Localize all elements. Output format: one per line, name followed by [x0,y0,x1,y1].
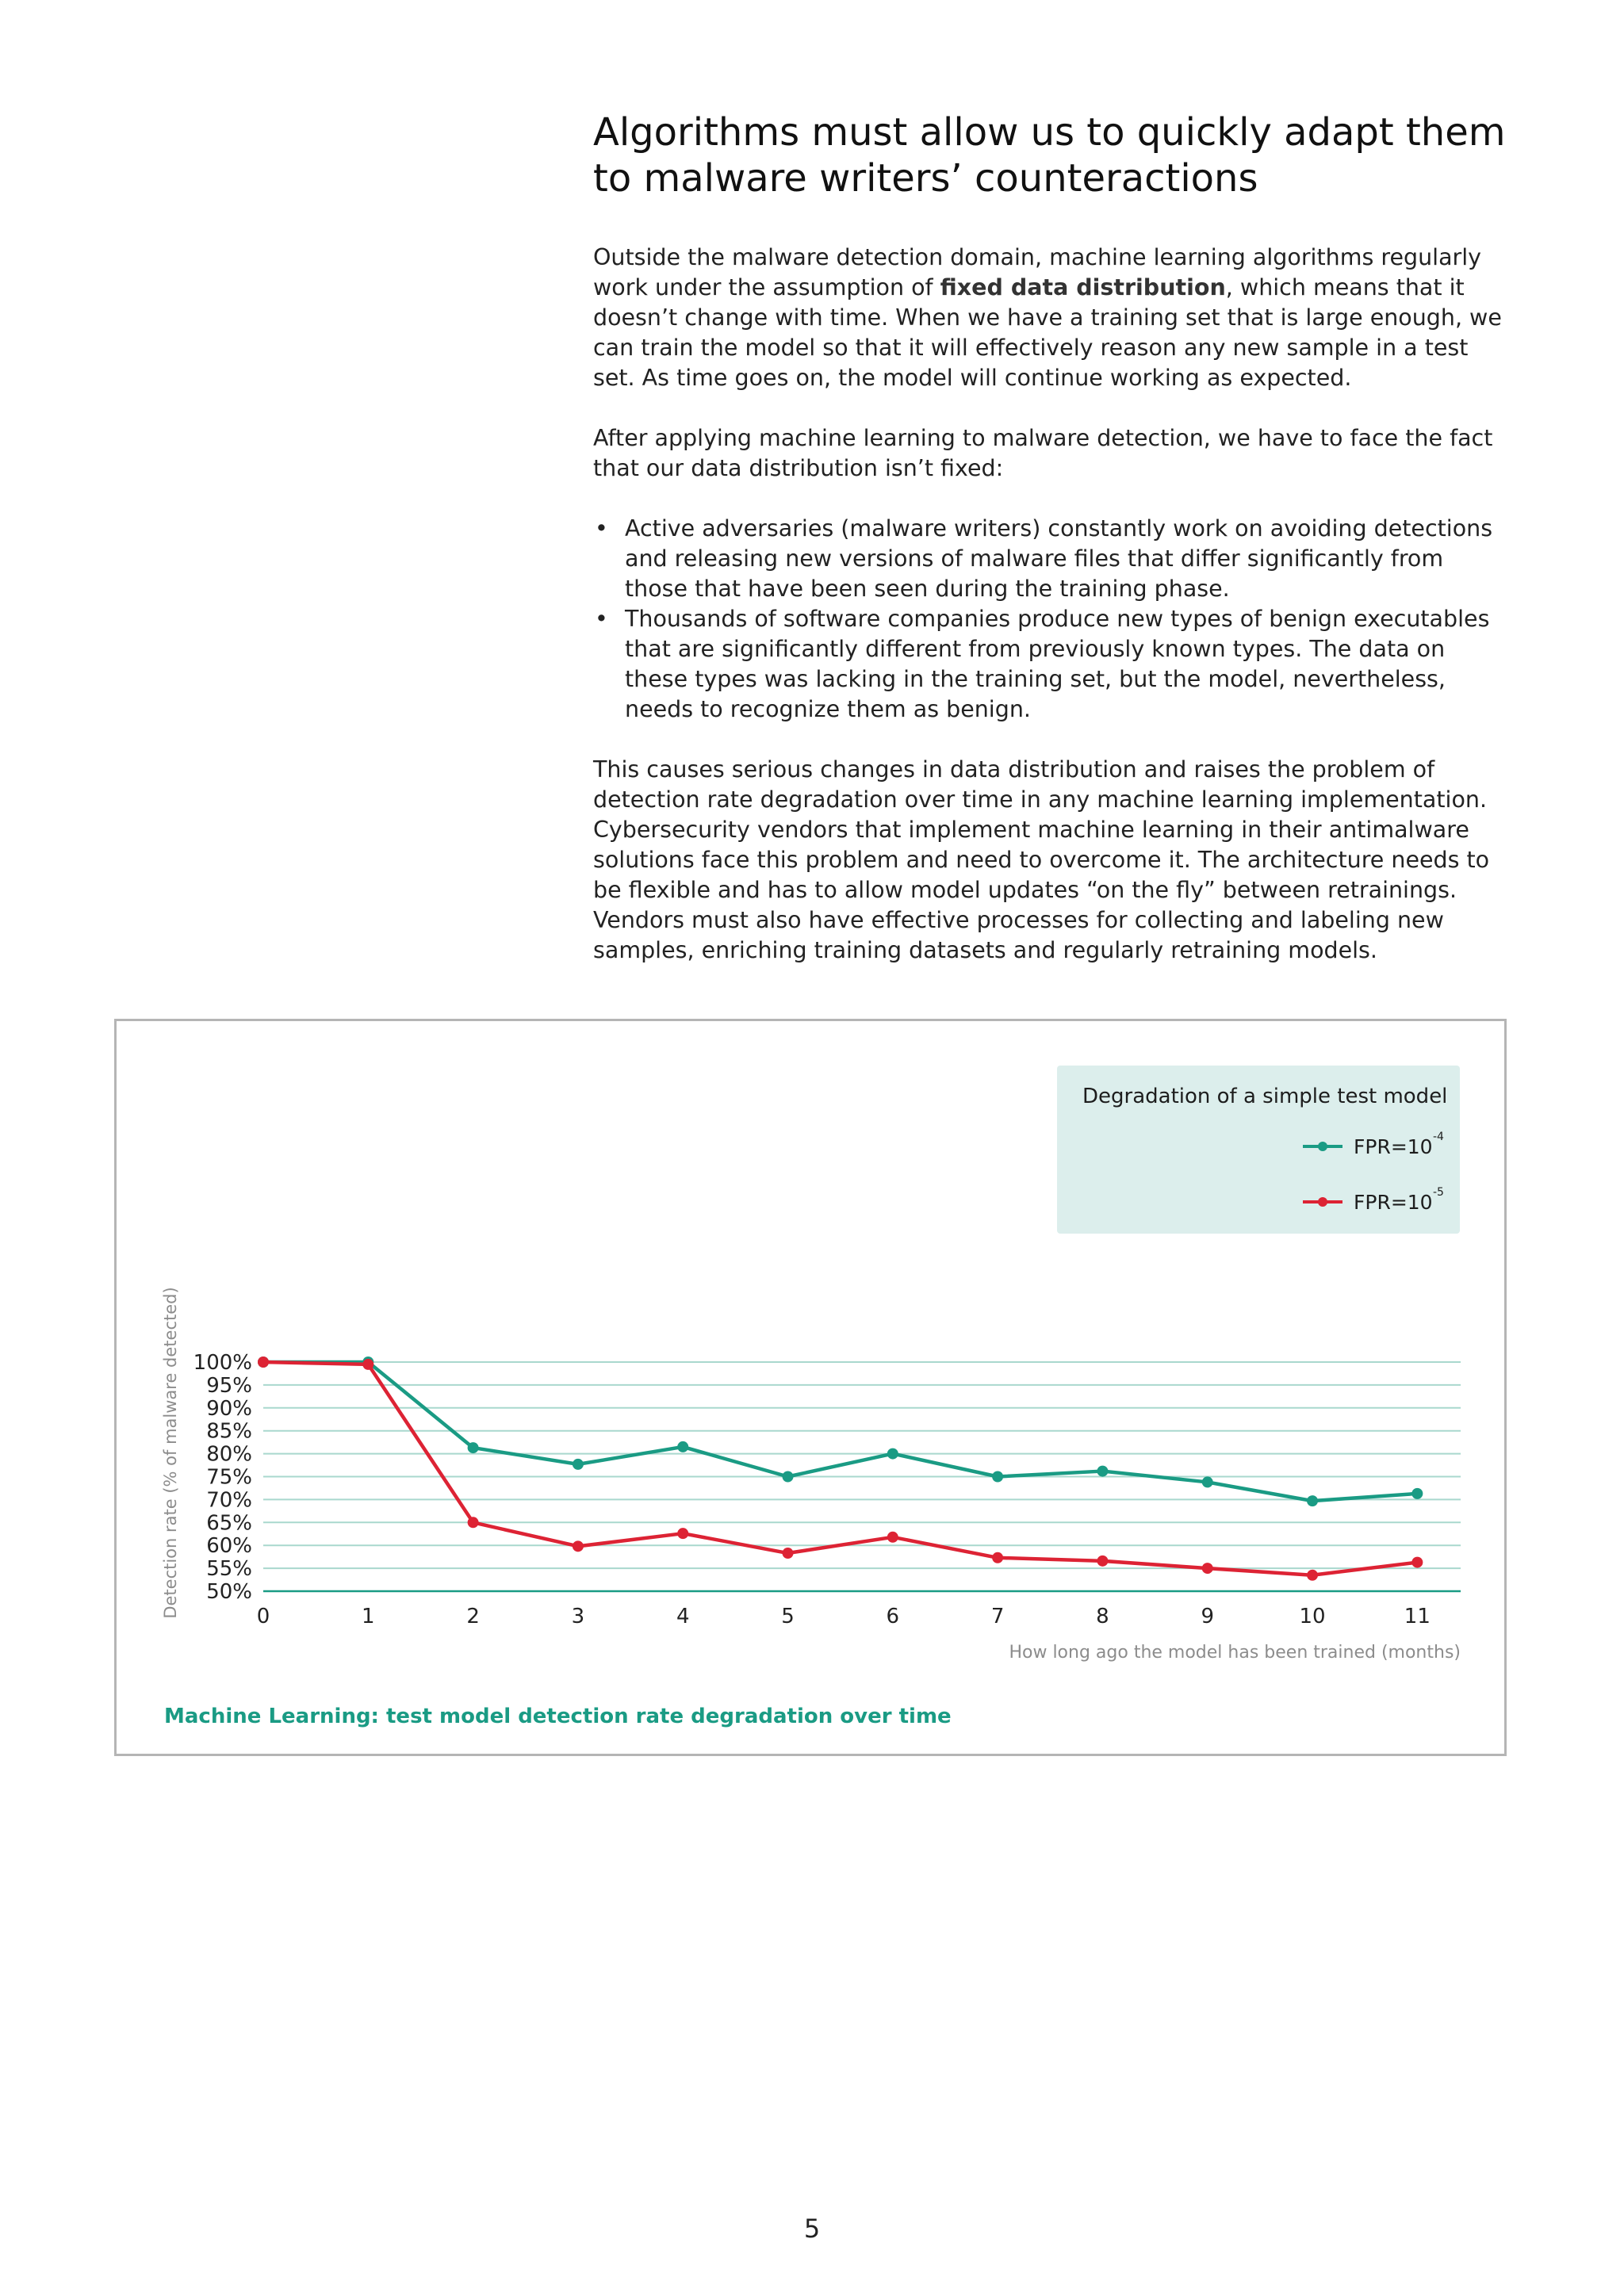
bullet-item-adversaries [593,514,1513,604]
bullet-dot: • [595,515,608,541]
x-tick-label: 2 [466,1605,480,1628]
y-tick-label: 95% [206,1373,252,1398]
legend-label: FPR=10 [1354,1135,1433,1158]
page-number: 5 [803,2214,821,2244]
data-point [573,1459,584,1470]
y-axis-label: Detection rate (% of malware detected) [161,1287,180,1619]
data-point [1411,1557,1423,1568]
data-point [677,1528,688,1539]
x-tick-label: 0 [256,1605,270,1628]
data-point [362,1359,373,1370]
data-point [887,1448,898,1460]
legend-swatch-point [1318,1142,1327,1151]
paragraph-degradation: This causes serious changes in data distribution and raises the problem of detection rate degradation over time in any machine learning implementation. Cybersecurity vendors that implement machine learning in their antimalware solutions face this problem and need to overcome it. The architecture needs to be flexible and has to allow model updates “on the fly” between retrainings. Vendors must also have effective processes for collecting and labeling new samples, enriching training datasets and regularly retraining models. [593,756,1490,963]
y-tick-label: 70% [206,1488,252,1513]
x-tick-label: 4 [676,1605,690,1628]
y-tick-label: 75% [206,1465,252,1490]
paragraph-1-start: Outside the malware detection domain, machine learning algorithms regularly work under the assumption of [593,244,1482,300]
x-tick-label: 10 [1299,1605,1326,1628]
data-point [1411,1488,1423,1499]
x-tick-label: 3 [571,1605,585,1628]
fixed-data-distribution-term: fixed data distribution [940,274,1226,300]
y-tick-label: 100% [193,1351,252,1375]
x-tick-label: 5 [781,1605,795,1628]
bullet-dot: • [595,606,608,632]
data-point [1307,1495,1318,1506]
data-point [468,1517,479,1528]
y-tick-label: 60% [206,1534,252,1559]
data-point [992,1552,1003,1563]
bullet-text: Active adversaries (malware writers) constantly work on avoiding detections and releasing new versions of malware files that differ significantly from those that have been seen during the training phase. [625,515,1493,602]
detection-rate-chart [117,1021,1504,1754]
x-tick-label: 8 [1096,1605,1109,1628]
data-point [468,1442,479,1453]
data-point [783,1548,794,1559]
x-tick-label: 7 [990,1605,1005,1628]
paragraph-not-fixed: After applying machine learning to malware detection, we have to face the fact that our data distribution isn’t fixed: [593,425,1493,481]
legend-label-exponent: -4 [1433,1131,1444,1143]
data-point [1097,1556,1108,1567]
bullet-item-benign-software [593,604,1513,725]
y-tick-label: 90% [206,1396,252,1421]
data-point [258,1357,269,1368]
legend-label: FPR=10 [1354,1191,1433,1214]
bullet-text: Thousands of software companies produce new types of benign executables that are significantly different from previously known types. The data on these types was lacking in the training set, but the model, nevertheless, needs to recognize them as benign. [625,606,1490,722]
data-point [783,1471,794,1483]
section-heading [593,109,1513,201]
x-axis-label: How long ago the model has been trained (months) [1009,1643,1461,1663]
x-tick-label: 9 [1201,1605,1215,1628]
data-point [887,1532,898,1543]
y-tick-label: 80% [206,1442,252,1467]
figure-caption: Machine Learning: test model detection rate degradation over time [164,1705,952,1728]
legend-title: Degradation of a simple test model [1082,1085,1448,1108]
y-tick-label: 55% [206,1557,252,1582]
x-tick-label: 6 [886,1605,900,1628]
heading-line-2: to malware writers’ counteractions [593,156,1258,201]
data-point [1307,1570,1318,1581]
data-point [1202,1563,1213,1574]
y-tick-label: 50% [206,1580,252,1604]
data-point [573,1540,584,1552]
x-tick-label: 11 [1404,1605,1431,1628]
series-line-2 [263,1362,1417,1575]
legend-swatch-point [1318,1197,1327,1207]
paragraph-fixed-distribution [593,243,1513,393]
data-point [992,1471,1003,1483]
paragraph-1-end: , which means that it doesn’t change with time. When we have a training set that is large enough, we can train the model so that it will effectively reason any new sample in a test set. As time goes on, the model will continue working as expected. [593,274,1502,391]
heading-line-1: Algorithms must allow us to quickly adapt them [593,110,1506,155]
data-point [1202,1476,1213,1487]
data-point [1097,1466,1108,1477]
article-body [593,109,1513,966]
legend-label-exponent: -5 [1433,1186,1444,1199]
x-tick-label: 1 [362,1605,375,1628]
y-tick-label: 65% [206,1511,252,1536]
bullet-list [593,514,1513,725]
y-tick-label: 85% [206,1419,252,1444]
chart-figure [114,1019,1507,1756]
data-point [677,1441,688,1452]
